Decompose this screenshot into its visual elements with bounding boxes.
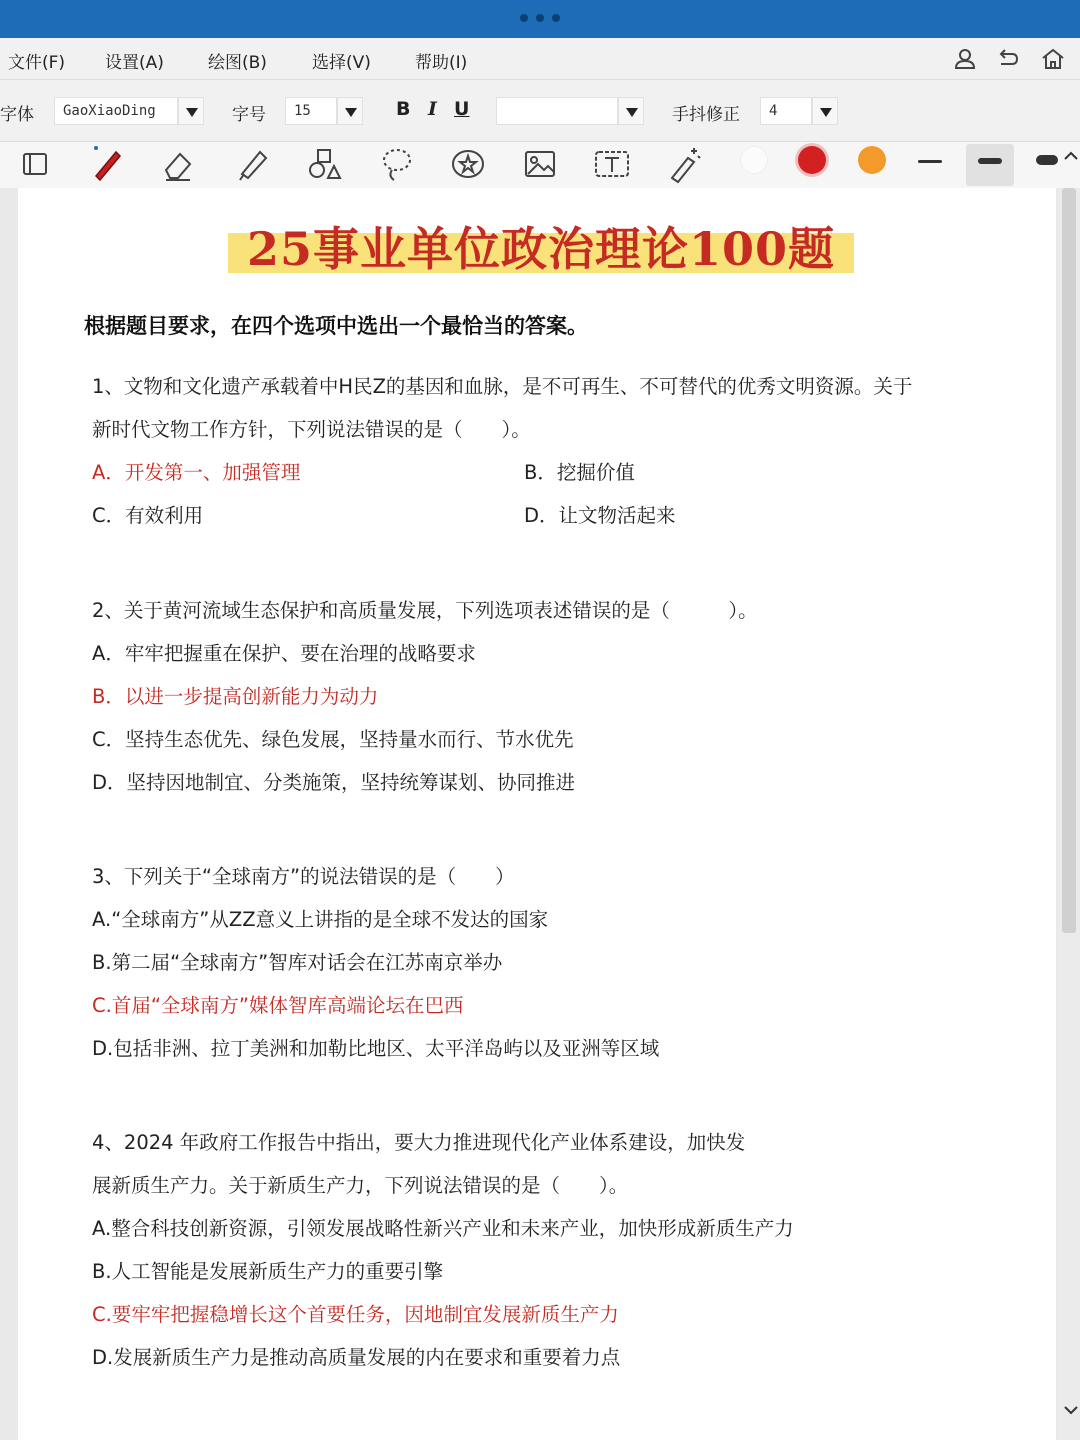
q4-option-c: C.要牢牢把握稳增长这个首要任务，因地制宜发展新质生产力: [92, 1303, 619, 1326]
size-select[interactable]: 15: [285, 97, 337, 125]
stroke-medium-option: [978, 158, 1002, 164]
window-handle[interactable]: [520, 14, 560, 24]
menu-draw[interactable]: 绘图(B): [208, 53, 267, 73]
stroke-thin-option[interactable]: [918, 160, 942, 163]
color-orange-swatch[interactable]: [858, 146, 886, 174]
q1-option-a: A．开发第一、加强管理: [92, 461, 301, 484]
page-icon[interactable]: [16, 144, 56, 184]
title-bar: [0, 0, 1080, 38]
lasso-icon[interactable]: [376, 144, 416, 184]
q1-option-b: B．挖掘价值: [524, 461, 635, 484]
q2-option-c: C．坚持生态优先、绿色发展，坚持量水而行、节水优先: [92, 728, 574, 751]
size-label: 字号: [232, 105, 266, 125]
drawing-toolbar: [0, 142, 1080, 188]
q2-option-a: A．牢牢把握重在保护、要在治理的战略要求: [92, 642, 476, 665]
q2-option-d: D．坚持因地制宜、分类施策，坚持统筹谋划、协同推进: [92, 771, 576, 794]
font-label: 字体: [0, 105, 34, 125]
color-dropdown-icon[interactable]: [618, 97, 644, 125]
menu-help[interactable]: 帮助(I): [415, 53, 468, 73]
menu-bar: [0, 38, 1080, 80]
image-icon[interactable]: [520, 144, 560, 184]
sticker-icon[interactable]: [448, 144, 488, 184]
text-icon[interactable]: [592, 144, 632, 184]
chevron-up-icon[interactable]: [1062, 148, 1080, 164]
q2-option-b: B．以进一步提高创新能力为动力: [92, 685, 379, 708]
page-title: 25事业单位政治理论100题: [246, 222, 836, 276]
stroke-thick-option[interactable]: [1036, 155, 1058, 165]
underline-button[interactable]: U: [454, 98, 470, 120]
q3-stem: 3、下列关于“全球南方”的说法错误的是（ ）: [92, 865, 515, 888]
pen-icon[interactable]: [86, 144, 126, 184]
format-bar: [0, 80, 1080, 142]
instruction: 根据题目要求，在四个选项中选出一个最恰当的答案。: [84, 314, 588, 338]
q1-stem-line1: 1、文物和文化遗产承载着中H民Z的基因和血脉，是不可再生、不可替代的优秀文明资源。关于: [92, 375, 913, 398]
q3-option-b: B.第二届“全球南方”智库对话会在江苏南京举办: [92, 951, 503, 974]
q1-option-d: D．让文物活起来: [524, 504, 676, 527]
smoothing-select[interactable]: 4: [760, 97, 812, 125]
q1-option-c: C．有效利用: [92, 504, 204, 527]
q2-stem: 2、关于黄河流域生态保护和高质量发展，下列选项表述错误的是（ ）。: [92, 599, 758, 622]
color-red-swatch[interactable]: [798, 146, 826, 174]
q4-option-d: D.发展新质生产力是推动高质量发展的内在要求和重要着力点: [92, 1346, 621, 1369]
home-icon[interactable]: [1040, 46, 1066, 72]
shapes-icon[interactable]: [304, 144, 344, 184]
q4-stem-line1: 4、2024 年政府工作报告中指出，要大力推进现代化产业体系建设，加快发: [92, 1131, 746, 1154]
eraser-icon[interactable]: [158, 144, 198, 184]
highlighter-icon[interactable]: [232, 144, 272, 184]
user-icon[interactable]: [952, 46, 978, 72]
size-dropdown-icon[interactable]: [337, 97, 363, 125]
undo-icon[interactable]: [995, 46, 1021, 72]
font-dropdown-icon[interactable]: [178, 97, 204, 125]
font-select[interactable]: GaoXiaoDing: [54, 97, 178, 125]
q4-stem-line2: 展新质生产力。关于新质生产力，下列说法错误的是（ ）。: [92, 1174, 629, 1197]
italic-button[interactable]: I: [428, 98, 437, 120]
menu-file[interactable]: 文件(F): [8, 53, 66, 73]
smoothing-label: 手抖修正: [672, 105, 740, 125]
q3-option-a: A.“全球南方”从ZZ意义上讲指的是全球不发达的国家: [92, 908, 549, 931]
chevron-down-icon[interactable]: [1062, 1402, 1080, 1418]
menu-select[interactable]: 选择(V): [312, 53, 371, 73]
q3-option-d: D.包括非洲、拉丁美洲和加勒比地区、太平洋岛屿以及亚洲等区域: [92, 1037, 660, 1060]
stroke-medium-selected[interactable]: [966, 144, 1014, 186]
q4-option-b: B.人工智能是发展新质生产力的重要引擎: [92, 1260, 444, 1283]
magic-pen-icon[interactable]: [664, 144, 704, 184]
bold-button[interactable]: B: [396, 98, 411, 120]
smoothing-dropdown-icon[interactable]: [812, 97, 838, 125]
q1-stem-line2: 新时代文物工作方针，下列说法错误的是（ ）。: [92, 418, 531, 441]
q3-option-c: C.首届“全球南方”媒体智库高端论坛在巴西: [92, 994, 464, 1017]
color-white-swatch[interactable]: [740, 146, 768, 174]
menu-settings[interactable]: 设置(A): [105, 53, 164, 73]
scrollbar-thumb[interactable]: [1062, 188, 1076, 933]
q4-option-a: A.整合科技创新资源，引领发展战略性新兴产业和未来产业，加快形成新质生产力: [92, 1217, 794, 1240]
color-select[interactable]: [496, 97, 618, 125]
